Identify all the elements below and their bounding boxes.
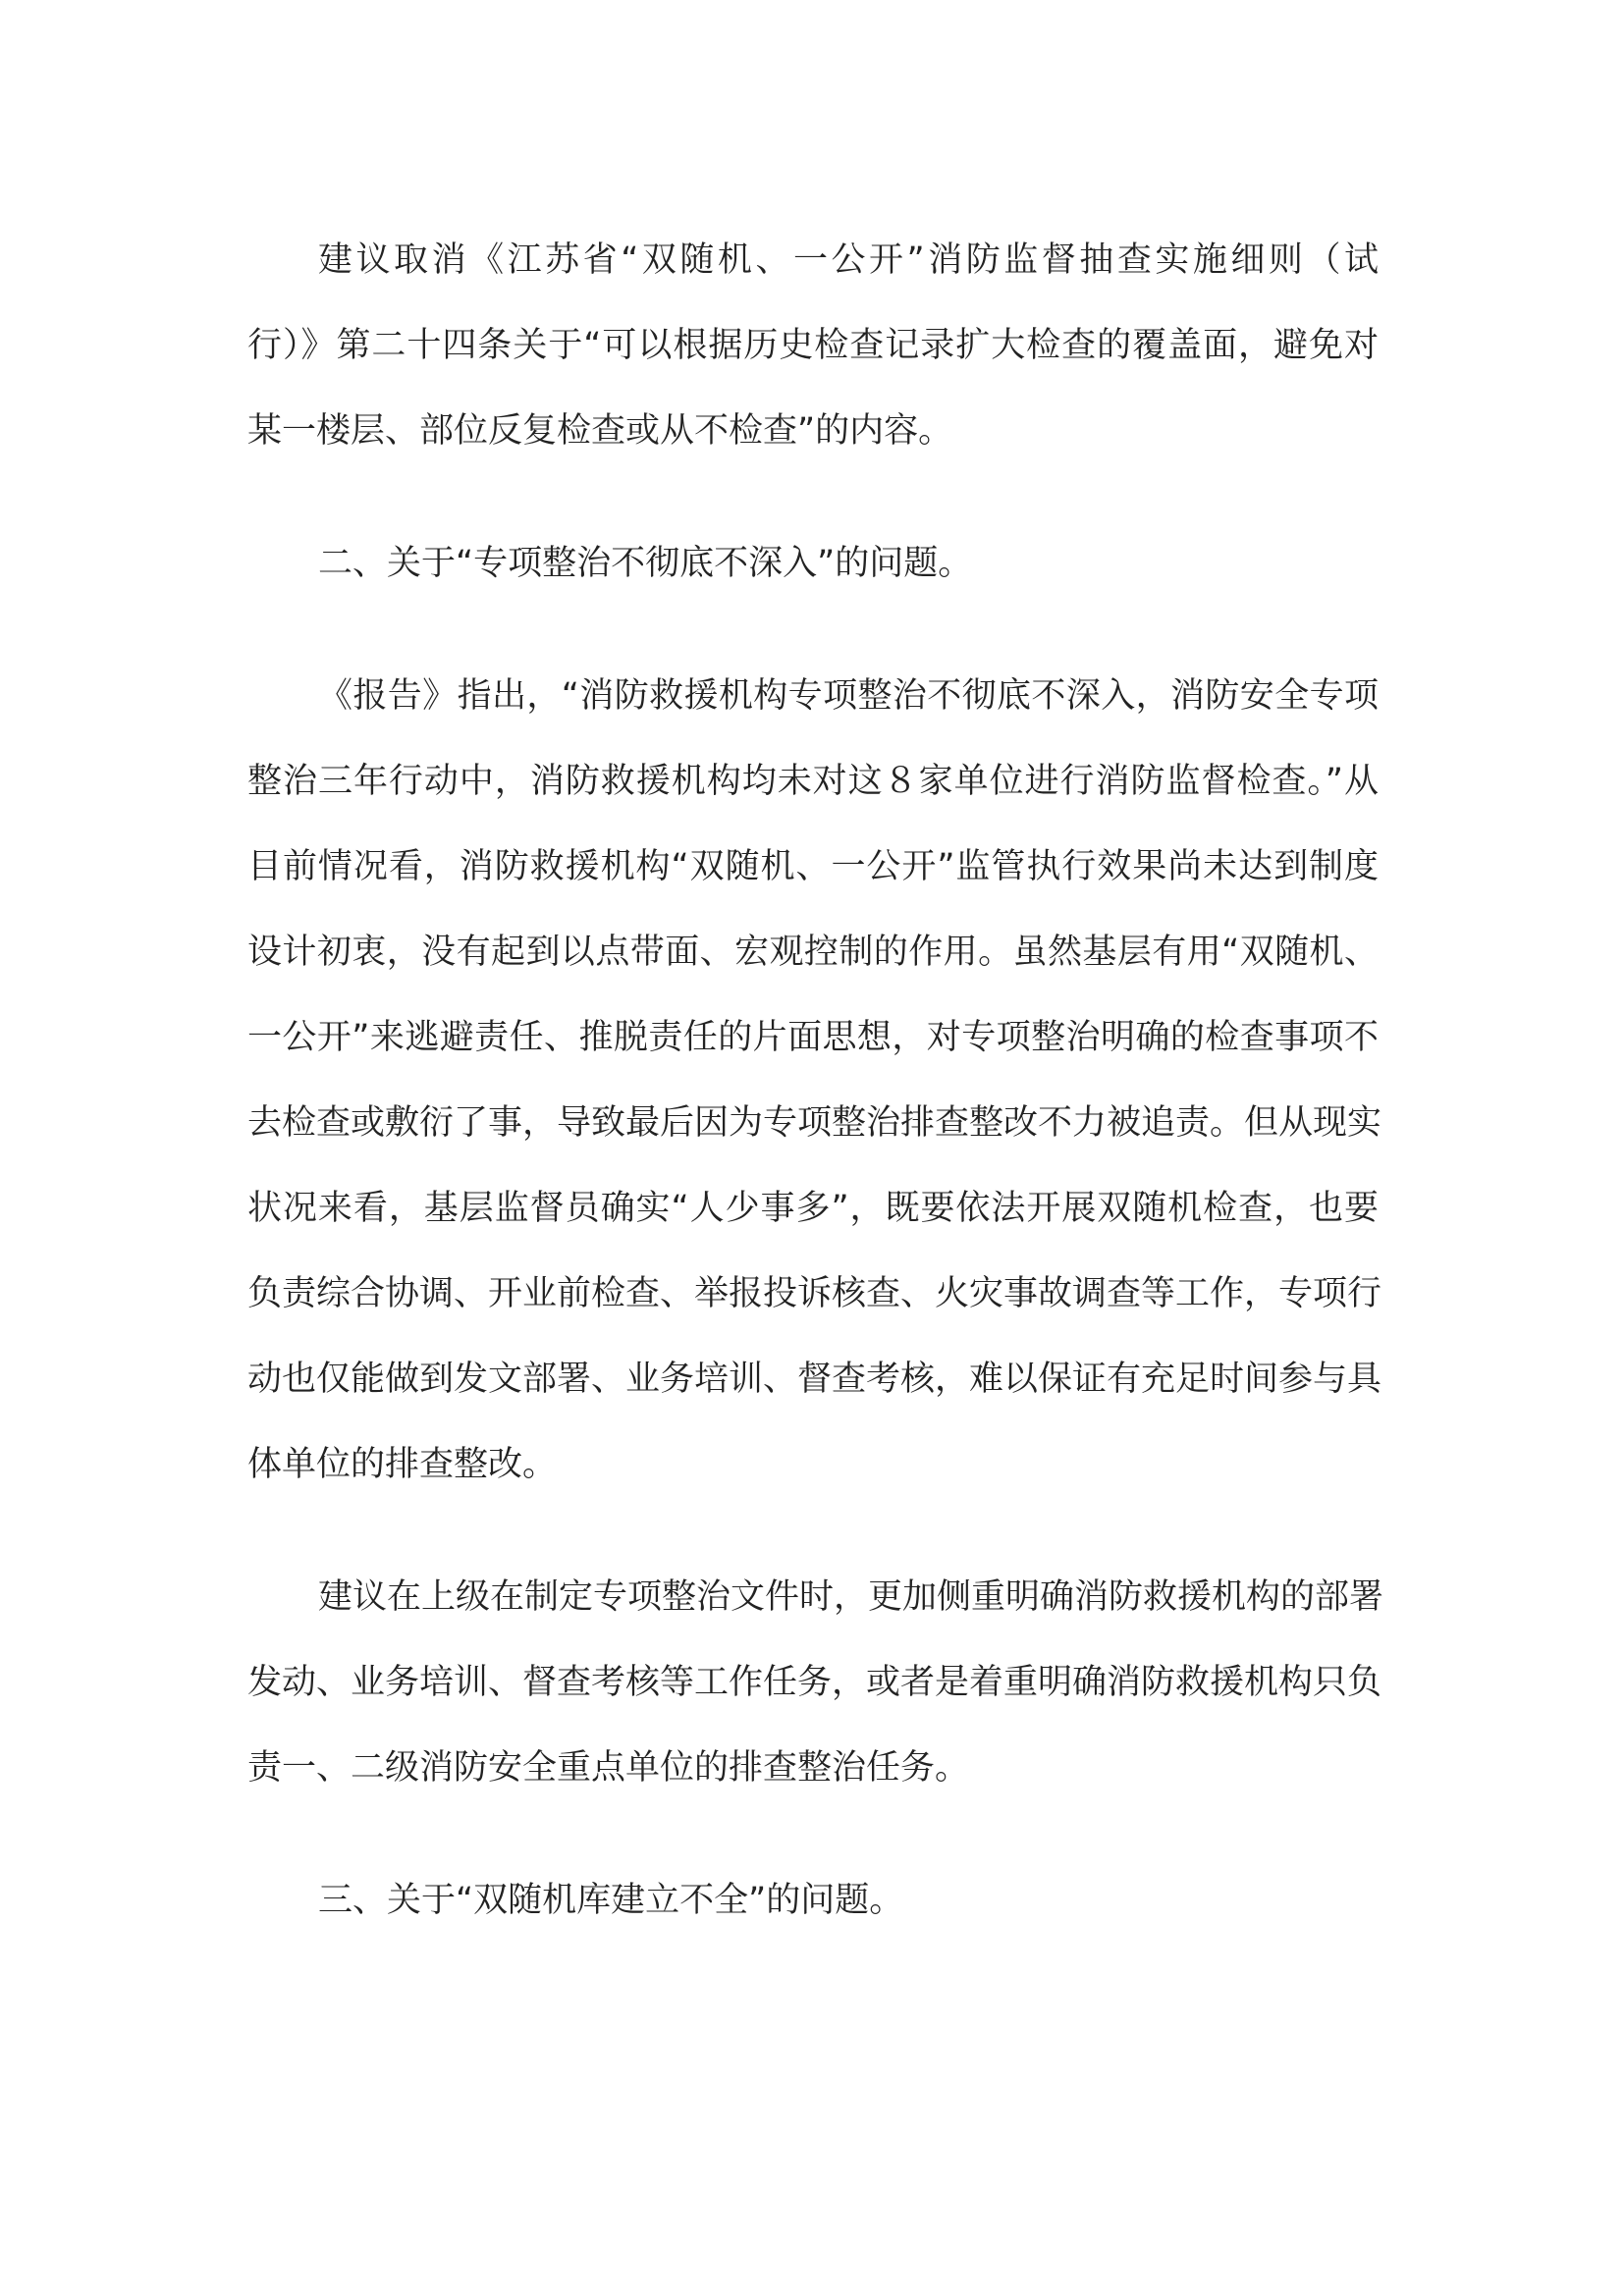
paragraph-line: 体单位的排查整改。 [247, 1445, 558, 1484]
paragraph [247, 654, 1382, 1508]
paragraph-line: 动也仅能做到发文部署、业务培训、督查考核，难以保证有充足时间参与具 [247, 1360, 1382, 1399]
paragraph-line: 《报告》指出，“消防救援机构专项整治不彻底不深入，消防安全专项 [318, 676, 1379, 716]
paragraph-line: 三、关于“双随机库建立不全”的问题。 [318, 1881, 904, 1920]
paragraph-line: 责一、二级消防安全重点单位的排查整治任务。 [247, 1748, 970, 1788]
paragraph-line: 发动、业务培训、督查考核等工作任务，或者是着重明确消防救援机构只负 [247, 1663, 1382, 1702]
paragraph-line: 二、关于“专项整治不彻底不深入”的问题。 [318, 544, 973, 583]
paragraph [247, 1555, 1384, 1811]
paragraph-line: 设计初衷，没有起到以点带面、宏观控制的作用。虽然基层有用“双随机、 [247, 933, 1379, 972]
paragraph-line: 建议取消《江苏省“双随机、一公开”消防监督抽查实施细则（试 [318, 240, 1379, 280]
paragraph-line: 状况来看，基层监督员确实“人少事多”，既要依法开展双随机检查，也要 [247, 1189, 1379, 1228]
document-body [247, 218, 1384, 1991]
paragraph-line: 整治三年行动中，消防救援机构均未对这８家单位进行消防监督检查。”从 [247, 762, 1379, 801]
paragraph-line: 行）》第二十四条关于“可以根据历史检查记录扩大检查的覆盖面，避免对 [247, 326, 1379, 365]
paragraph-line: 建议在上级在制定专项整治文件时，更加侧重明确消防救援机构的部署 [318, 1577, 1384, 1617]
paragraph [247, 218, 1379, 474]
paragraph [247, 521, 1379, 607]
paragraph-line: 一公开”来逃避责任、推脱责任的片面思想，对专项整治明确的检查事项不 [247, 1018, 1379, 1057]
paragraph [247, 1858, 1379, 1944]
paragraph-line: 某一楼层、部位反复检查或从不检查”的内容。 [247, 411, 953, 451]
paragraph-line: 目前情况看，消防救援机构“双随机、一公开”监管执行效果尚未达到制度 [247, 847, 1379, 886]
paragraph-line: 负责综合协调、开业前检查、举报投诉核查、火灾事故调查等工作，专项行 [247, 1274, 1382, 1313]
paragraph-line: 去检查或敷衍了事，导致最后因为专项整治排查整改不力被追责。但从现实 [247, 1103, 1382, 1143]
